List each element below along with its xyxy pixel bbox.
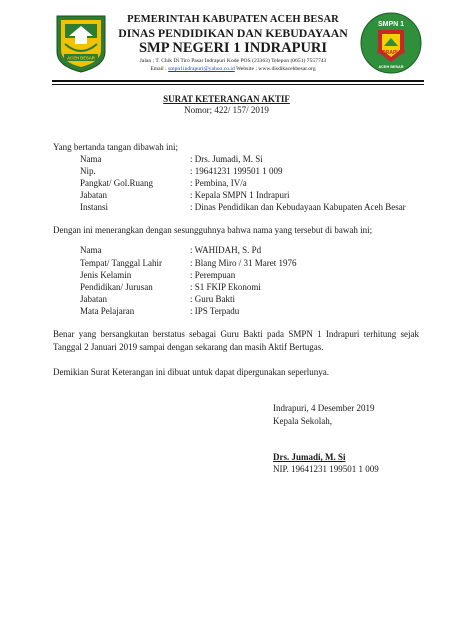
email-link[interactable]: smpn1indrapuri@yahoo.co.id: [168, 66, 235, 72]
website-text: Website ; www.disdikacehbesar.org: [234, 66, 316, 72]
field-value: : Guru Bakti: [190, 294, 235, 304]
subject-field-name: [80, 245, 400, 256]
letterhead-department: DINAS PENDIDIKAN DAN KEBUDAYAAN: [118, 26, 348, 40]
letterhead-address: Jalan ; T. Chik Di Tiro Pasar Indrapuri Kode POS (23363) Telepon (0651) 7557743: [139, 58, 327, 64]
field-label: Nama: [80, 245, 102, 255]
field-label: Jabatan: [80, 190, 107, 200]
logo-right-mid-text: INDRAPURI: [377, 50, 405, 56]
subject-field-position: [80, 294, 400, 305]
field-label: Nama: [80, 154, 102, 164]
field-value: : WAHIDAH, S. Pd: [190, 245, 262, 255]
field-value: : Dinas Pendidikan dan Kebudayaan Kabupaten Aceh Besar: [190, 202, 406, 212]
logo-left-caption: ACEH BESAR: [67, 55, 95, 61]
field-value: : Perempuan: [190, 270, 236, 280]
field-value: : 19641231 199501 1 009: [190, 166, 283, 176]
field-label: Instansi: [80, 202, 108, 212]
field-value: : IPS Terpadu: [190, 306, 240, 316]
closing-text: Demikian Surat Keterangan ini dibuat untuk dapat dipergunakan seperlunya.: [53, 367, 330, 377]
document-number: Nomor; 422/ 157/ 2019: [184, 105, 269, 115]
document-title: SURAT KETERANGAN AKTIF: [163, 94, 290, 104]
letterhead-government: PEMERINTAH KABUPATEN ACEH BESAR: [127, 14, 339, 25]
signer-field-position: [80, 190, 400, 201]
signer-nip: NIP. 19641231 199501 1 009: [273, 464, 379, 474]
field-label: Jabatan: [80, 294, 107, 304]
letterhead-divider-thick: [52, 80, 424, 82]
signer-name: Drs. Jumadi, M. Si: [273, 452, 346, 462]
field-value: : Drs. Jumadi, M. Si: [190, 154, 263, 164]
signer-field-agency: [80, 202, 406, 213]
field-value: : Pembina, IV/a: [190, 178, 247, 188]
field-value: : Blang Miro / 31 Maret 1976: [190, 258, 297, 268]
field-label: Mata Pelajaran: [80, 306, 135, 316]
subject-field-gender: [80, 270, 400, 281]
letterhead-school-name: SMP NEGERI 1 INDRAPURI: [138, 40, 328, 56]
field-label: Pendidikan/ Jurusan: [80, 282, 153, 292]
signer-field-name: [80, 154, 400, 165]
letterhead: [110, 13, 356, 73]
field-value: : Kepala SMPN 1 Indrapuri: [190, 190, 290, 200]
field-label: Tempat/ Tanggal Lahir: [80, 258, 163, 268]
signer-field-nip: [80, 166, 400, 177]
logo-right-top-text: SMPN 1: [377, 21, 405, 28]
letterhead-contact: [110, 65, 356, 73]
place-date: Indrapuri, 4 Desember 2019: [273, 403, 375, 413]
subject-field-education: [80, 282, 400, 293]
intro-text: Yang bertanda tangan dibawah ini;: [53, 142, 179, 152]
body-paragraph: Benar yang bersangkutan berstatus sebagai Guru Bakti pada SMPN 1 Indrapuri terhitung sejak Tanggal 2 Januari 2019 sampai dengan sekarang dan masih Aktif Bertugas.: [53, 329, 419, 352]
signer-title: Kepala Sekolah,: [273, 416, 332, 426]
subject-field-subject: [80, 306, 400, 317]
aceh-besar-emblem-icon: [55, 14, 107, 74]
field-label: Pangkat/ Gol.Ruang: [80, 178, 153, 188]
field-label: Nip.: [80, 166, 96, 176]
field-value: : S1 FKIP Ekonomi: [190, 282, 261, 292]
school-logo-icon: [360, 12, 422, 74]
email-label: Email :: [150, 66, 169, 72]
subject-field-birth: [80, 258, 400, 269]
letterhead-divider-thin: [52, 84, 424, 85]
field-label: Jenis Kelamin: [80, 270, 132, 280]
statement-text: Dengan ini menerangkan dengan sesungguhnya bahwa nama yang tersebut di bawah ini;: [53, 225, 373, 235]
logo-right-bottom-text: ACEH BESAR: [378, 65, 404, 69]
signer-field-rank: [80, 178, 400, 189]
